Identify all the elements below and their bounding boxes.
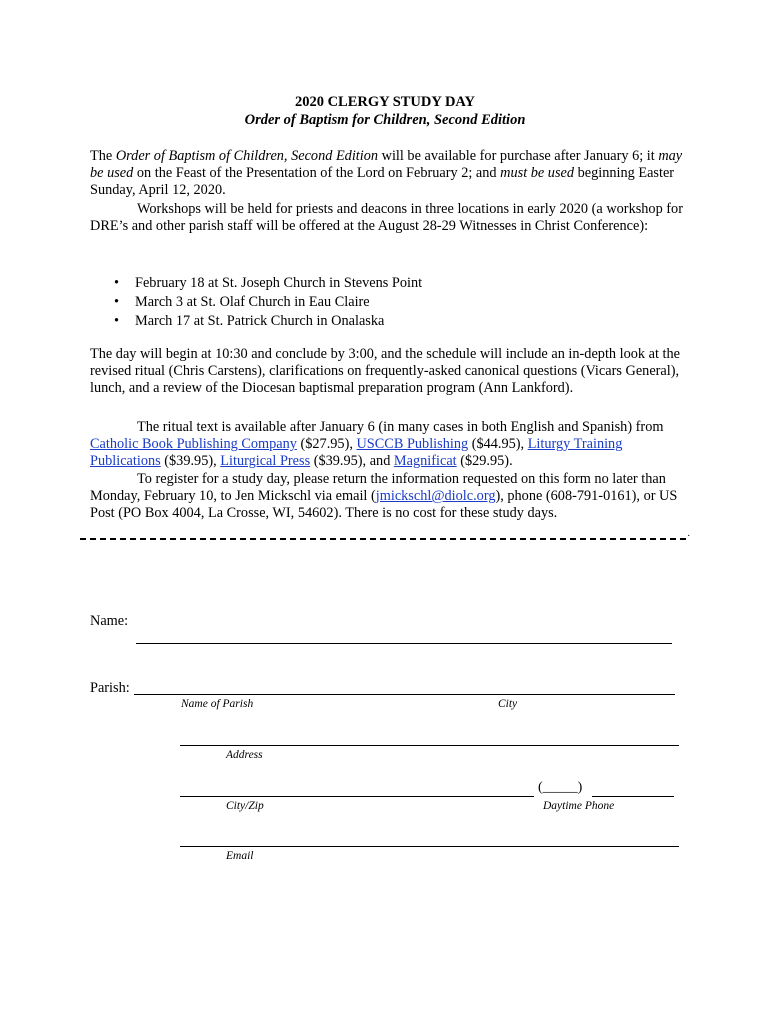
phone-caption: Daytime Phone: [543, 800, 615, 812]
name-label: Name:: [90, 613, 129, 629]
phone-area-code: (_____): [538, 780, 583, 795]
city-zip-caption: City/Zip: [226, 800, 264, 812]
catholic-book-link[interactable]: Catholic Book Publishing Company: [90, 436, 297, 452]
location-list: [90, 274, 422, 331]
usccb-link[interactable]: USCCB Publishing: [356, 436, 469, 452]
address-caption: Address: [226, 749, 263, 761]
list-item: • March 3 at St. Olaf Church in Eau Claire: [90, 293, 422, 312]
address-field[interactable]: [180, 745, 679, 746]
liturgy-training-link[interactable]: Liturgy Training Publications: [90, 436, 623, 469]
workshop-paragraph: Workshops will be held for priests and deacons in three locations in early 2020 (a workshop for DRE’s and other parish staff will be offered at the August 28-29 Witnesses in Christ Conference):: [90, 201, 683, 234]
schedule-paragraph: The day will begin at 10:30 and conclude by 3:00, and the schedule will include an in-depth look at the revised ritual (Chris Carstens), clarifications on frequently-asked canonical questions (Vicars General), lunch, and a review of the Diocesan baptismal preparation program (Ann Lankford).: [90, 346, 680, 396]
parish-name-caption: Name of Parish: [181, 698, 254, 710]
phone-field[interactable]: [592, 796, 674, 797]
email-field[interactable]: [180, 846, 679, 847]
liturgical-press-link[interactable]: Liturgical Press: [220, 453, 311, 469]
ritual-paragraph: The ritual text is available after January 6 (in many cases in both English and Spanish) from Catholic Book Publishing Company ($27.95), USCCB Publishing ($44.95), Liturgy Training Publications ($39.95), Liturgical Press ($39.95), and Magnificat ($29.95).: [90, 419, 664, 469]
intro-paragraph: The Order of Baptism of Children, Second Edition will be available for purchase after January 6; it may be used on the Feast of the Presentation of the Lord on February 2; and must be used beginning Easter Sunday, April 12, 2020.: [90, 148, 683, 198]
name-field[interactable]: [136, 643, 672, 644]
list-item: • February 18 at St. Joseph Church in Stevens Point: [90, 274, 422, 293]
parish-field[interactable]: [134, 694, 675, 695]
register-paragraph: To register for a study day, please return the information requested on this form no later than Monday, February 10, to Jen Mickschl via email (jmickschl@diolc.org), phone (608-791-0161), or US Post (PO Box 4004, La Crosse, WI, 54602). There is no cost for these study days.: [90, 471, 678, 521]
city-zip-field[interactable]: [180, 796, 534, 797]
city-caption: City: [498, 698, 518, 710]
page-subtitle: Order of Baptism for Children, Second Edition: [244, 112, 526, 128]
list-item: • March 17 at St. Patrick Church in Onalaska: [90, 312, 422, 331]
page-title: 2020 CLERGY STUDY DAY: [294, 94, 476, 110]
parish-label: Parish:: [90, 680, 130, 696]
email-link[interactable]: jmickschl@diolc.org: [375, 488, 496, 504]
cut-line: [80, 538, 686, 540]
email-caption: Email: [226, 850, 254, 862]
magnificat-link[interactable]: Magnificat: [393, 453, 457, 469]
